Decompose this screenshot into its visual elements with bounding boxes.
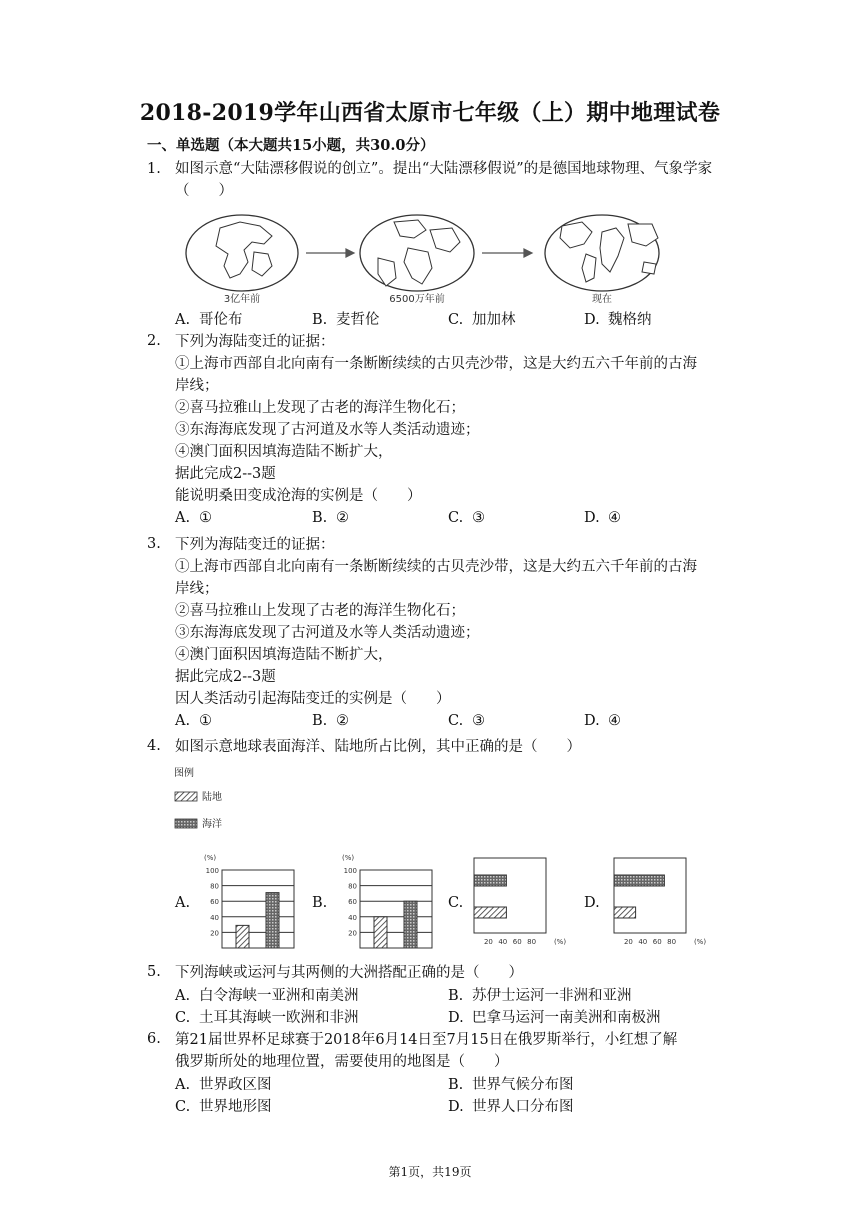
option-a[interactable] [175,510,212,526]
tick-label: 80 [527,938,537,946]
question-4-text: 如图示意地球表面海洋、陆地所占比例，其中正确的是（ ） [175,739,581,755]
tick-label: 20 [210,929,219,938]
question-6-number: 6. [147,1031,161,1047]
question-2-line: 岸线； [175,378,219,394]
legend-ocean-swatch [175,819,197,828]
option-letter: D. [448,1099,464,1115]
bar-land [374,917,387,948]
tick-label: 40 [498,938,508,946]
chart-c [466,855,574,947]
option-text: ④ [608,713,621,729]
tick-label: 40 [638,938,648,946]
unit-label: (%) [553,938,567,946]
option-d[interactable] [584,713,621,729]
question-2-line: ③东海海底发现了古河道及水等人类活动遗迹； [175,422,480,438]
caption-65m-years-ago: 6500万年前 [389,294,445,304]
question-3-line: ③东海海底发现了古河道及水等人类活动遗迹； [175,625,480,641]
unit-label: (%) [693,938,707,946]
question-2-line: ②喜马拉雅山上发现了古老的海洋生物化石； [175,400,465,416]
option-letter: B. [312,312,328,328]
legend-title: 图例 [174,768,194,779]
tick-label: 60 [210,898,219,907]
option-b[interactable] [312,308,380,329]
question-3-line: 据此完成2--3题 [175,669,276,685]
option-letter: A. [175,1077,191,1093]
question-5-number: 5. [147,964,161,980]
option-c[interactable] [448,713,485,729]
page-title: 2018-2019学年山西省太原市七年级（上）期中地理试卷 [139,100,721,126]
option-c[interactable] [448,308,516,329]
option-letter: D. [584,713,600,729]
option-d[interactable] [584,510,621,526]
option-b[interactable] [312,510,349,526]
option-text: ④ [608,510,621,526]
question-2-number: 2. [147,333,161,349]
question-3-line: ④澳门面积因填海造陆不断扩大， [175,647,393,663]
option-d[interactable] [448,1006,661,1027]
tick-label: 40 [210,913,219,922]
tick-label: 60 [512,938,522,946]
option-text: 世界人口分布图 [472,1099,574,1115]
option-letter: A. [175,312,191,328]
option-text: 魏格纳 [608,312,652,328]
option-letter: C. [448,312,464,328]
bar-land [236,925,249,948]
option-letter: A. [175,713,191,729]
question-text: 如图示意“大陆漂移假说的创立”。提出“大陆漂移假说”的是德国地球物理、气象学家（ ） [175,161,713,199]
option-text: 加加林 [472,312,516,328]
question-3-number: 3. [147,536,161,552]
option-letter: B. [312,510,328,526]
bar-ocean [614,875,664,886]
question-2-line: 下列为海陆变迁的证据： [175,334,335,350]
question-2-line: 能说明桑田变成沧海的实例是（ ） [175,488,422,504]
option-c[interactable] [175,1095,272,1116]
option-d[interactable] [584,308,652,329]
option-a[interactable] [175,713,212,729]
option-letter: A. [175,988,191,1004]
option-text: 土耳其海峡一欧洲和非洲 [199,1010,359,1026]
option-text: ① [199,713,212,729]
option-text: 苏伊士运河一非洲和亚洲 [472,988,632,1004]
chart-a [194,850,304,955]
option-b[interactable] [448,984,632,1005]
option-text: 世界气候分布图 [472,1077,574,1093]
question-3-line: 下列为海陆变迁的证据： [175,537,335,553]
option-letter: D. [584,510,600,526]
legend [172,764,272,836]
plot-frame [360,870,432,948]
plot-frame [614,858,686,933]
chart-b [332,850,442,955]
legend-land-label: 陆地 [202,792,222,803]
option-text: 世界地形图 [199,1099,272,1115]
bar-ocean [404,901,417,948]
option-text: ③ [472,713,485,729]
tick-label: 20 [623,938,633,946]
option-b[interactable]: B. [312,895,328,911]
tick-label: 100 [343,867,357,875]
caption-present: 现在 [592,294,612,304]
option-letter: B. [448,988,464,1004]
question-3-line: ①上海市西部自北向南有一条断断续续的古贝壳沙带，这是大约五六千年前的古海 [175,559,697,575]
plot-frame [222,870,294,948]
option-letter: A. [175,510,191,526]
option-text: 麦哲伦 [336,312,380,328]
legend-ocean-label: 海洋 [202,819,222,830]
option-c[interactable]: C. [448,895,464,911]
option-text: ③ [472,510,485,526]
continental-drift-figure [182,208,722,304]
option-d[interactable] [448,1095,574,1116]
option-a[interactable] [175,984,359,1005]
question-6-line: 第21届世界杯足球赛于2018年6月14日至7月15日在俄罗斯举行，小红想了解 [175,1032,678,1048]
option-a[interactable]: A. [175,895,191,911]
tick-label: 80 [210,882,219,891]
question-6-line: 俄罗斯所处的地理位置，需要使用的地图是（ ） [175,1054,509,1070]
option-letter: B. [448,1077,464,1093]
option-text: 哥伦布 [199,312,243,328]
tick-label: 20 [483,938,493,946]
tick-label: 60 [348,898,357,907]
option-b[interactable] [312,713,349,729]
question-5-text: 下列海峡或运河与其两侧的大洲搭配正确的是（ ） [175,965,523,981]
option-c[interactable] [175,1006,359,1027]
question-3-line: 岸线； [175,581,219,597]
option-letter: D. [584,312,600,328]
option-letter: D. [448,1010,464,1026]
question-3-line: 因人类活动引起海陆变迁的实例是（ ） [175,691,451,707]
tick-label: 80 [348,882,357,891]
question-number: 1. [147,161,161,177]
option-letter: C. [175,1010,191,1026]
legend-land-swatch [175,792,197,801]
question-2-line: ④澳门面积因填海造陆不断扩大， [175,444,393,460]
option-letter: C. [448,713,464,729]
question-4-number: 4. [147,738,161,754]
option-text: 世界政区图 [199,1077,272,1093]
section-heading: 一、单选题（本大题共15小题，共30.0分） [147,137,435,154]
page-footer: 第1页，共19页 [388,1165,472,1179]
plot-frame [474,858,546,933]
option-text: 白令海峡一亚洲和南美洲 [199,988,359,1004]
tick-label: 20 [348,929,357,938]
unit-label: (%) [342,854,355,862]
option-text: 巴拿马运河一南美洲和南极洲 [472,1010,661,1026]
bar-ocean [266,893,279,948]
unit-label: (%) [204,854,217,862]
option-c[interactable] [448,510,485,526]
option-text: ② [336,713,349,729]
option-a[interactable] [175,308,243,329]
option-letter: B. [312,713,328,729]
question-2-line: ①上海市西部自北向南有一条断断续续的古贝壳沙带，这是大约五六千年前的古海 [175,356,697,372]
option-a[interactable] [175,1073,272,1094]
bar-land [614,907,636,918]
option-letter: C. [175,1099,191,1115]
tick-label: 60 [652,938,662,946]
tick-label: 40 [348,913,357,922]
question-2-line: 据此完成2--3题 [175,466,276,482]
question-3-line: ②喜马拉雅山上发现了古老的海洋生物化石； [175,603,465,619]
bar-land [474,907,506,918]
tick-label: 100 [205,867,219,875]
option-b[interactable] [448,1073,574,1094]
bar-ocean [474,875,506,886]
option-letter: C. [448,510,464,526]
option-text: ① [199,510,212,526]
caption-300m-years-ago: 3亿年前 [223,294,261,304]
option-d[interactable]: D. [584,895,600,911]
tick-label: 80 [667,938,677,946]
option-text: ② [336,510,349,526]
chart-d [606,855,714,947]
question-1 [147,158,727,202]
